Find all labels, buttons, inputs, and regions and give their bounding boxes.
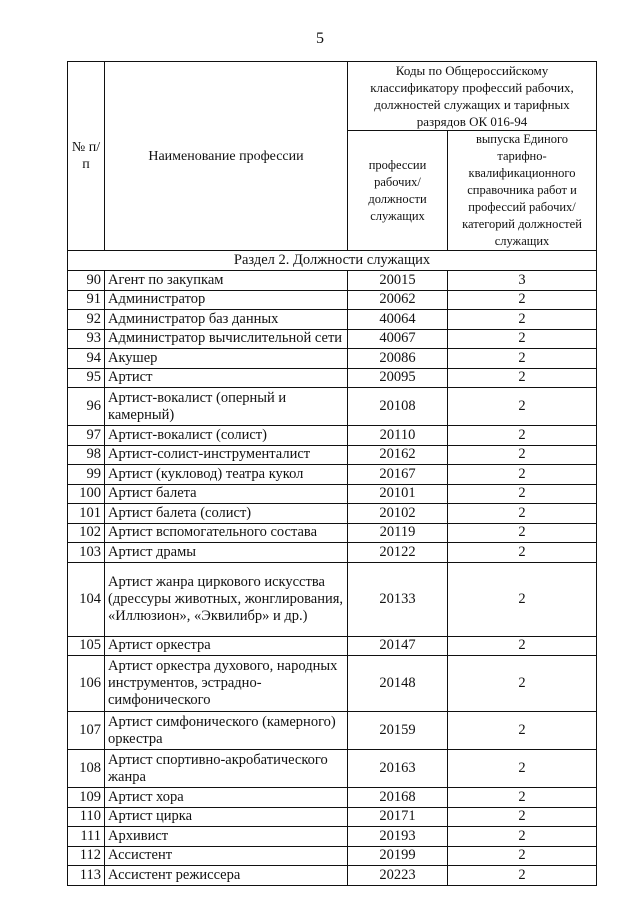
table-row bbox=[68, 388, 597, 426]
issue-number: 2 bbox=[448, 523, 597, 543]
row-number: 104 bbox=[68, 562, 105, 636]
table-row bbox=[68, 788, 597, 808]
profession-name: Артист драмы bbox=[105, 543, 348, 563]
profession-code: 20122 bbox=[348, 543, 448, 563]
row-number: 105 bbox=[68, 636, 105, 656]
table-row bbox=[68, 827, 597, 847]
table-row bbox=[68, 445, 597, 465]
profession-name: Артист хора bbox=[105, 788, 348, 808]
profession-code: 20095 bbox=[348, 368, 448, 388]
table-row bbox=[68, 310, 597, 330]
issue-number: 2 bbox=[448, 543, 597, 563]
issue-number: 2 bbox=[448, 329, 597, 349]
row-number: 102 bbox=[68, 523, 105, 543]
profession-name: Артист симфонического (камерного) оркестра bbox=[105, 712, 348, 750]
profession-name: Артист балета bbox=[105, 484, 348, 504]
table-row bbox=[68, 271, 597, 291]
issue-number: 2 bbox=[448, 504, 597, 524]
profession-code: 40067 bbox=[348, 329, 448, 349]
row-number: 107 bbox=[68, 712, 105, 750]
profession-code: 20147 bbox=[348, 636, 448, 656]
row-number: 103 bbox=[68, 543, 105, 563]
profession-name: Артист оркестра bbox=[105, 636, 348, 656]
table-row bbox=[68, 329, 597, 349]
profession-name: Администратор вычислительной сети bbox=[105, 329, 348, 349]
profession-code: 20159 bbox=[348, 712, 448, 750]
row-number: 112 bbox=[68, 846, 105, 866]
issue-number: 2 bbox=[448, 636, 597, 656]
issue-number: 2 bbox=[448, 807, 597, 827]
table-row bbox=[68, 712, 597, 750]
issue-number: 2 bbox=[448, 388, 597, 426]
row-number: 111 bbox=[68, 827, 105, 847]
profession-code: 20148 bbox=[348, 656, 448, 712]
profession-code: 20193 bbox=[348, 827, 448, 847]
row-number: 96 bbox=[68, 388, 105, 426]
table-row bbox=[68, 426, 597, 446]
row-number: 113 bbox=[68, 866, 105, 886]
profession-code: 20062 bbox=[348, 290, 448, 310]
issue-number: 2 bbox=[448, 656, 597, 712]
profession-code: 20101 bbox=[348, 484, 448, 504]
row-number: 110 bbox=[68, 807, 105, 827]
row-number: 91 bbox=[68, 290, 105, 310]
issue-number: 2 bbox=[448, 846, 597, 866]
profession-code: 20199 bbox=[348, 846, 448, 866]
issue-number: 2 bbox=[448, 445, 597, 465]
profession-name: Артист bbox=[105, 368, 348, 388]
profession-name: Артист спортивно-акробатического жанра bbox=[105, 750, 348, 788]
profession-code: 20163 bbox=[348, 750, 448, 788]
profession-name: Администратор bbox=[105, 290, 348, 310]
row-number: 90 bbox=[68, 271, 105, 291]
table-row bbox=[68, 543, 597, 563]
profession-code: 20133 bbox=[348, 562, 448, 636]
row-number: 97 bbox=[68, 426, 105, 446]
profession-name: Артист вспомогательного состава bbox=[105, 523, 348, 543]
profession-name: Архивист bbox=[105, 827, 348, 847]
profession-name: Ассистент режиссера bbox=[105, 866, 348, 886]
table-row bbox=[68, 290, 597, 310]
issue-number: 2 bbox=[448, 712, 597, 750]
profession-name: Артист (кукловод) театра кукол bbox=[105, 465, 348, 485]
row-number: 99 bbox=[68, 465, 105, 485]
profession-code: 40064 bbox=[348, 310, 448, 330]
issue-number: 2 bbox=[448, 310, 597, 330]
profession-code: 20015 bbox=[348, 271, 448, 291]
profession-code: 20223 bbox=[348, 866, 448, 886]
issue-number: 2 bbox=[448, 827, 597, 847]
issue-number: 2 bbox=[448, 349, 597, 369]
section-title: Раздел 2. Должности служащих bbox=[68, 251, 597, 271]
issue-number: 3 bbox=[448, 271, 597, 291]
table-row bbox=[68, 523, 597, 543]
issue-number: 2 bbox=[448, 368, 597, 388]
issue-number: 2 bbox=[448, 484, 597, 504]
row-number: 101 bbox=[68, 504, 105, 524]
profession-name: Артист балета (солист) bbox=[105, 504, 348, 524]
row-number: 93 bbox=[68, 329, 105, 349]
issue-number: 2 bbox=[448, 866, 597, 886]
table-row bbox=[68, 484, 597, 504]
profession-name: Артист цирка bbox=[105, 807, 348, 827]
profession-code: 20167 bbox=[348, 465, 448, 485]
header-code-col1: профессии рабочих/ должности служащих bbox=[348, 131, 448, 251]
table-row bbox=[68, 465, 597, 485]
row-number: 106 bbox=[68, 656, 105, 712]
issue-number: 2 bbox=[448, 788, 597, 808]
row-number: 92 bbox=[68, 310, 105, 330]
table-row bbox=[68, 504, 597, 524]
profession-code: 20171 bbox=[348, 807, 448, 827]
header-no: № п/п bbox=[68, 62, 105, 251]
row-number: 109 bbox=[68, 788, 105, 808]
table-row bbox=[68, 349, 597, 369]
profession-name: Акушер bbox=[105, 349, 348, 369]
row-number: 108 bbox=[68, 750, 105, 788]
header-codes: Коды по Общероссийскому классификатору профессий рабочих, должностей служащих и тарифных разрядов ОК 016-94 bbox=[348, 62, 597, 131]
table-row bbox=[68, 750, 597, 788]
profession-name: Артист оркестра духового, народных инструментов, эстрадно-симфонического bbox=[105, 656, 348, 712]
row-number: 95 bbox=[68, 368, 105, 388]
table-row bbox=[68, 866, 597, 886]
table-row bbox=[68, 562, 597, 636]
profession-code: 20168 bbox=[348, 788, 448, 808]
header-code-col2: выпуска Единого тарифно-квалификационного справочника работ и профессий рабочих/категорий должностей служащих bbox=[448, 131, 597, 251]
profession-code: 20086 bbox=[348, 349, 448, 369]
table-row bbox=[68, 636, 597, 656]
table-row bbox=[68, 807, 597, 827]
profession-name: Артист-солист-инструменталист bbox=[105, 445, 348, 465]
table-row bbox=[68, 846, 597, 866]
profession-name: Агент по закупкам bbox=[105, 271, 348, 291]
profession-code: 20162 bbox=[348, 445, 448, 465]
profession-code: 20119 bbox=[348, 523, 448, 543]
issue-number: 2 bbox=[448, 426, 597, 446]
profession-name: Ассистент bbox=[105, 846, 348, 866]
profession-code: 20110 bbox=[348, 426, 448, 446]
profession-code: 20102 bbox=[348, 504, 448, 524]
profession-name: Артист жанра циркового искусства (дрессуры животных, жонглирования, «Иллюзион», «Эквилибр» и др.) bbox=[105, 562, 348, 636]
header-name: Наименование профессии bbox=[105, 62, 348, 251]
row-number: 94 bbox=[68, 349, 105, 369]
table-row bbox=[68, 656, 597, 712]
row-number: 98 bbox=[68, 445, 105, 465]
professions-table bbox=[67, 61, 597, 886]
profession-code: 20108 bbox=[348, 388, 448, 426]
issue-number: 2 bbox=[448, 562, 597, 636]
profession-name: Артист-вокалист (оперный и камерный) bbox=[105, 388, 348, 426]
issue-number: 2 bbox=[448, 750, 597, 788]
issue-number: 2 bbox=[448, 290, 597, 310]
issue-number: 2 bbox=[448, 465, 597, 485]
table-row bbox=[68, 368, 597, 388]
profession-name: Администратор баз данных bbox=[105, 310, 348, 330]
profession-name: Артист-вокалист (солист) bbox=[105, 426, 348, 446]
row-number: 100 bbox=[68, 484, 105, 504]
page-number: 5 bbox=[316, 30, 324, 47]
